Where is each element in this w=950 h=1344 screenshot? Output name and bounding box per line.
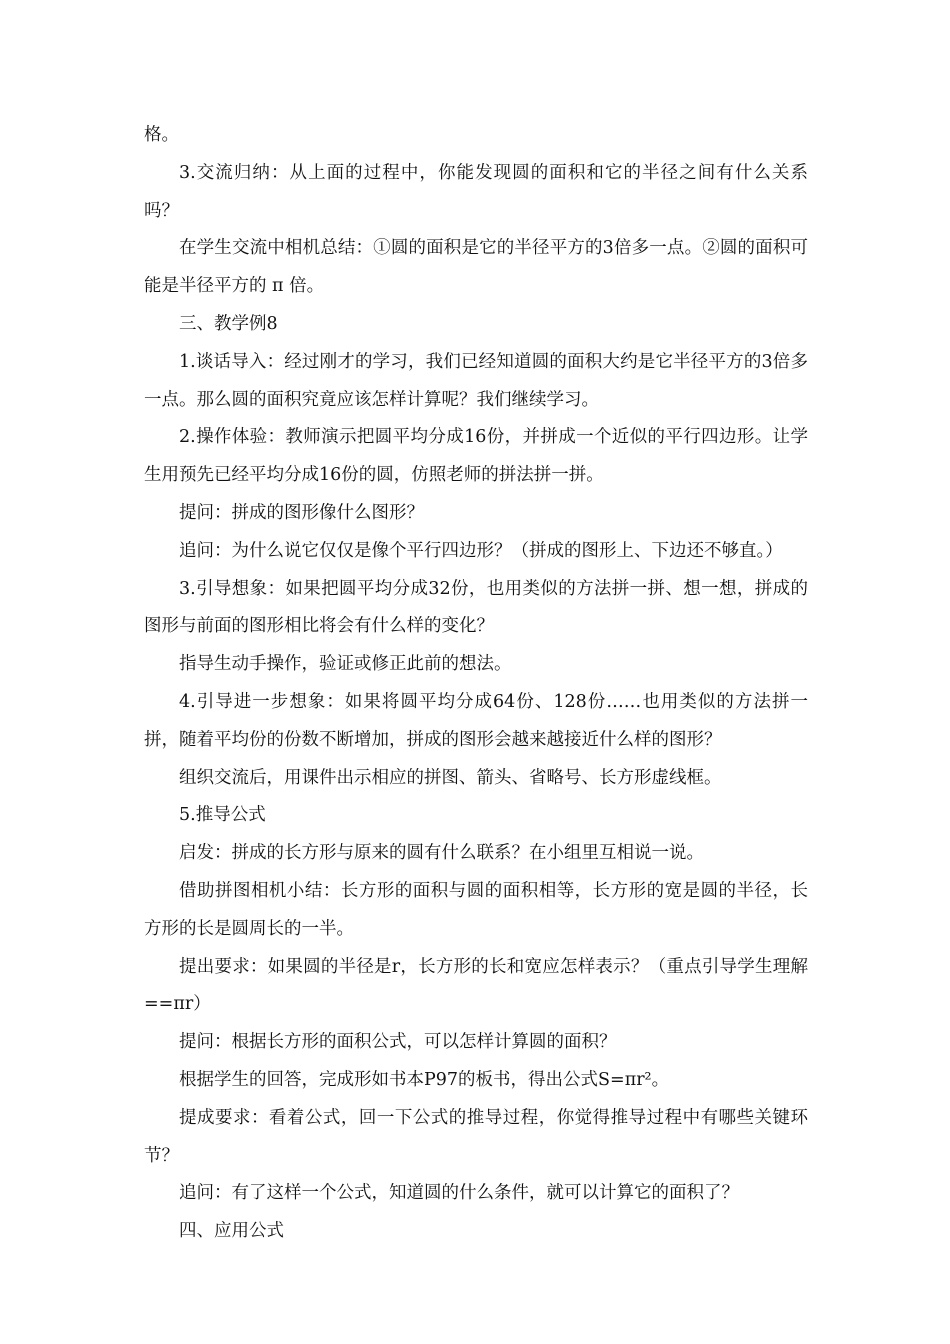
paragraph-step-5-derive-formula: 5.推导公式 xyxy=(179,805,266,826)
paragraph-guide-operation: 指导生动手操作，验证或修正此前的想法。 xyxy=(179,654,512,675)
paragraph-teacher-summary: 在学生交流中相机总结：①圆的面积是它的半径平方的3倍多一点。②圆的面积可能是半径平方的 π 倍。 xyxy=(144,238,808,297)
section-heading-apply-formula: 四、应用公式 xyxy=(179,1221,284,1242)
paragraph-question: 提问：拼成的图形像什么图形？ xyxy=(179,502,424,523)
paragraph-step-2-operation: 2.操作体验：教师演示把圆平均分成16份，并拼成一个近似的平行四边形。让学生用预先已经平均分成16份的圆，仿照老师的拼法拼一拼。 xyxy=(144,427,808,486)
paragraph-step-1-intro: 1.谈话导入：经过刚才的学习，我们已经知道圆的面积大约是它半径平方的3倍多一点。那么圆的面积究竟应该怎样计算呢？我们继续学习。 xyxy=(144,351,808,410)
paragraph-discussion: 组织交流后，用课件出示相应的拼图、箭头、省略号、长方形虚线框。 xyxy=(179,767,722,788)
paragraph-summary-by-figure: 借助拼图相机小结：长方形的面积与圆的面积相等，长方形的宽是圆的半径，长方形的长是圆周长的一半。 xyxy=(144,880,808,939)
document-body xyxy=(144,117,808,1251)
paragraph-step-3-summary: 3.交流归纳：从上面的过程中，你能发现圆的面积和它的半径之间有什么关系吗？ xyxy=(144,162,808,221)
paragraph-requirement: 提出要求：如果圆的半径是r，长方形的长和宽应怎样表示？（重点引导学生理解==πr） xyxy=(144,956,808,1015)
paragraph-step-4-further-imagine: 4.引导进一步想象：如果将圆平均分成64份、128份……也用类似的方法拼一拼，随着平均份的份数不断增加，拼成的图形会越来越接近什么样的图形？ xyxy=(144,691,808,750)
paragraph-step-3-imagine: 3.引导想象：如果把圆平均分成32份，也用类似的方法拼一拼、想一想，拼成的图形与前面的图形相比将会有什么样的变化？ xyxy=(144,578,808,637)
paragraph-formula: 根据学生的回答，完成形如书本P97的板书，得出公式S=πr²。 xyxy=(179,1069,670,1090)
paragraph-follow-up-question: 追问：为什么说它仅仅是像个平行四边形？（拼成的图形上、下边还不够直。） xyxy=(179,540,783,561)
paragraph-inspiration: 启发：拼成的长方形与原来的圆有什么联系？在小组里互相说一说。 xyxy=(179,843,704,864)
paragraph-review-requirement: 提成要求：看着公式，回一下公式的推导过程，你觉得推导过程中有哪些关键环节？ xyxy=(144,1107,808,1166)
paragraph-question-area: 提问：根据长方形的面积公式，可以怎样计算圆的面积？ xyxy=(179,1032,617,1053)
paragraph-continuation: 格。 xyxy=(144,125,179,145)
section-heading-example-8: 三、教学例8 xyxy=(179,313,278,334)
paragraph-final-question: 追问：有了这样一个公式，知道圆的什么条件，就可以计算它的面积了？ xyxy=(179,1183,739,1204)
